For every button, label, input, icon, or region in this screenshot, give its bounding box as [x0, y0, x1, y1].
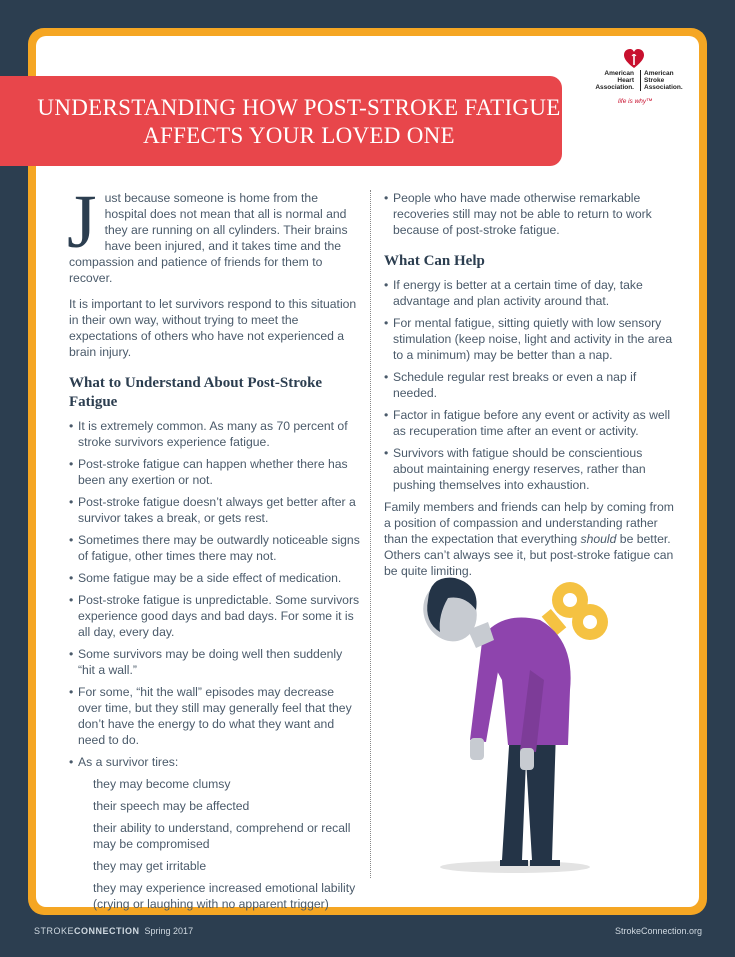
section1-heading: What to Understand About Post-Stroke Fatigue	[69, 375, 323, 410]
list-item: • Post-stroke fatigue can happen whether there has been any exertion or not.	[69, 457, 348, 487]
logo-tagline: life is why™	[618, 98, 653, 105]
drop-cap: J	[67, 180, 97, 264]
footer-brand-stroke: STROKE	[34, 926, 75, 936]
closing-paragraph: Family members and friends can help by coming from a position of compassion and understanding rather than the expectation that everything should be better. Others can’t always see it, but post-stroke fatigue can be quite limiting.	[384, 500, 674, 578]
page-title: UNDERSTANDING HOW POST-STROKE FATIGUE AFFECTS YOUR LOVED ONE	[37, 95, 561, 148]
list-item: • Sometimes there may be outwardly noticeable signs of fatigue, other times there may not.	[69, 533, 360, 563]
tired-person-windup-key-illustration	[410, 570, 610, 880]
list-item: • Post-stroke fatigue doesn’t always get better after a survivor takes a break, or gets rest.	[69, 495, 356, 525]
aha-asa-logo	[588, 48, 690, 108]
list-item: • For some, “hit the wall” episodes may decrease over time, but they still may generally feel that they don’t have the energy to do what they want and need to do.	[69, 685, 352, 747]
intro-paragraph	[67, 180, 361, 286]
aha-wordmark: American Heart Association.	[595, 70, 634, 91]
list-item: • Post-stroke fatigue is unpredictable. Some survivors experience good days and bad days. For some it is all day, every day.	[69, 593, 360, 639]
heart-torch-icon	[623, 48, 645, 70]
list-item: • It is extremely common. As many as 70 percent of stroke survivors experience fatigue.	[69, 419, 348, 449]
asa-wordmark: American Stroke Association.	[640, 70, 694, 91]
sub-item: their speech may be affected	[93, 799, 250, 813]
sub-item: they may become clumsy	[93, 777, 231, 791]
intro-text: ust because someone is home from the hospital does not mean that all is normal and they are running on all cylinders. Their brains have been injured, and it takes time and the compassion and patience of friends for them to recover.	[69, 191, 348, 285]
footer-url: StrokeConnection.org	[614, 926, 702, 936]
list-item: • For mental fatigue, sitting quietly with low sensory stimulation (keep noise, light and activity in the area to a minimum) may be better than a nap.	[384, 316, 673, 362]
list-item: • Schedule regular rest breaks or even a nap if needed.	[384, 370, 637, 400]
sub-item: they may experience increased emotional lability (crying or laughing with no apparent trigger)	[93, 881, 356, 911]
list-item: • Factor in fatigue before any event or activity as well as recuperation time after an event or activity.	[384, 408, 671, 438]
list-item: • Some survivors may be doing well then suddenly “hit a wall.”	[69, 647, 343, 677]
column-divider	[370, 190, 371, 878]
list-item: • Some fatigue may be a side effect of medication.	[69, 571, 342, 585]
list-item: • If energy is better at a certain time of day, take advantage and plan activity around that.	[384, 278, 643, 308]
continued-list	[384, 190, 676, 238]
sub-item: their ability to understand, comprehend or recall may be compromised	[93, 821, 351, 851]
footer-brand	[34, 926, 193, 936]
list-item: • As a survivor tires:	[69, 755, 179, 769]
footer-brand-connection: CONNECTION	[74, 926, 140, 936]
list-item: • Survivors with fatigue should be conscientious about maintaining energy reserves, rather than pushing themselves into exhaustion.	[384, 446, 646, 492]
left-column	[67, 180, 361, 918]
intro-paragraph-2: It is important to let survivors respond to this situation in their own way, without trying to meet the expectations of others who have not experienced a brain injury.	[69, 297, 357, 359]
list-item: • People who have made otherwise remarkable recoveries still may not be able to return to work because of post-stroke fatigue.	[384, 191, 652, 237]
sub-item: they may get irritable	[93, 859, 207, 873]
section1-list	[69, 418, 361, 770]
right-column	[384, 190, 676, 589]
section2-heading: What Can Help	[384, 253, 485, 269]
footer-issue: Spring 2017	[144, 926, 194, 936]
section2-list	[384, 277, 676, 493]
